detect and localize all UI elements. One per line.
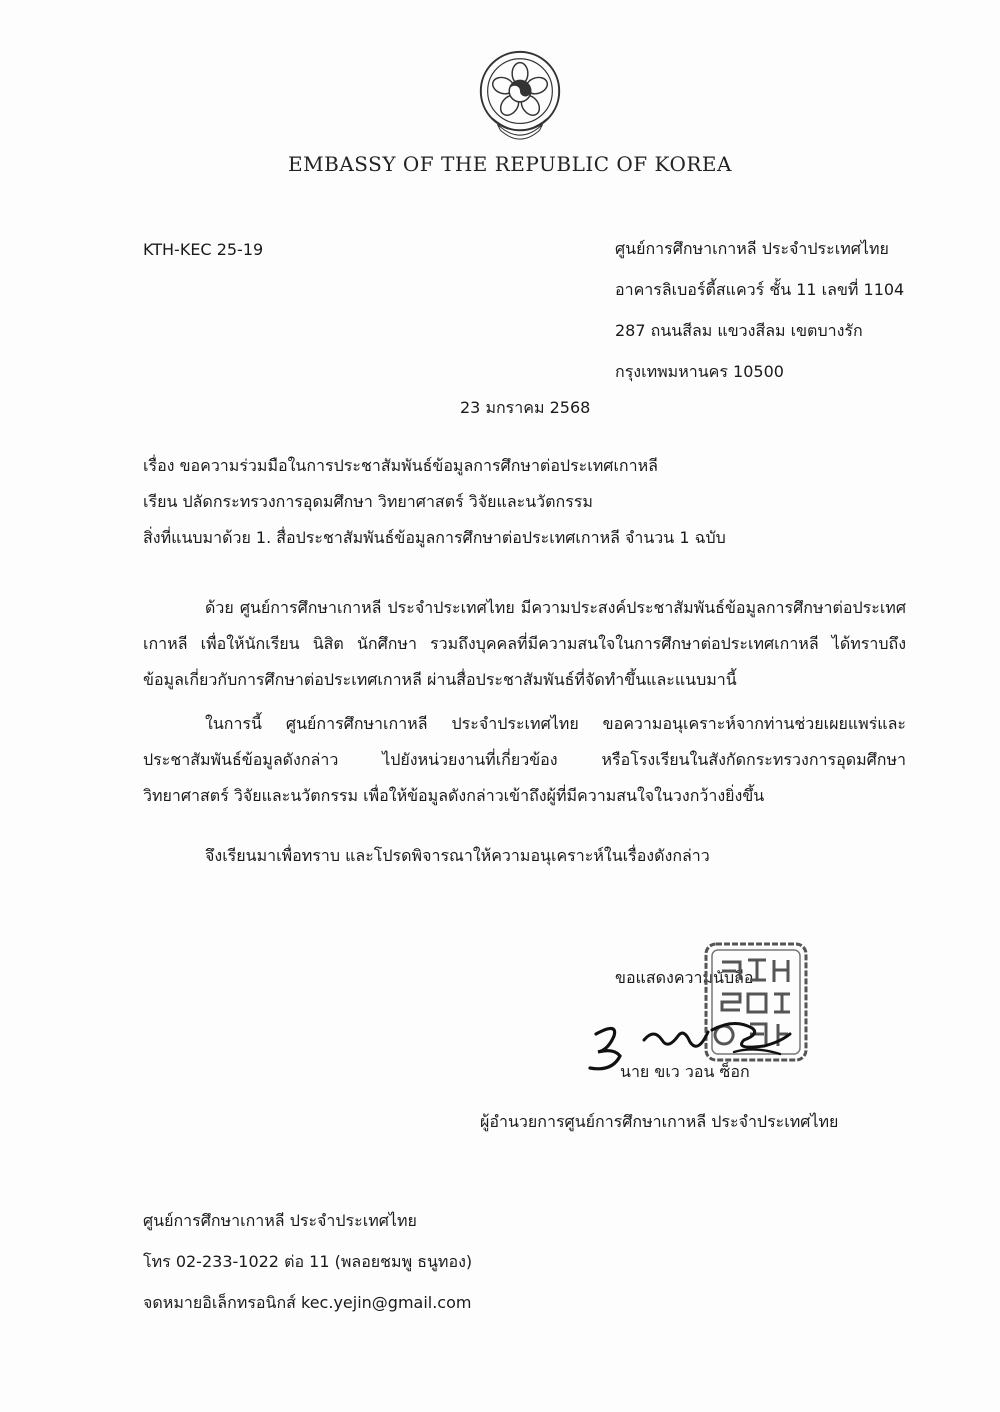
reference-number: KTH-KEC 25-19	[143, 240, 264, 259]
sender-address	[615, 228, 904, 392]
body-paragraph-2: ในการนี้ ศูนย์การศึกษาเกาหลี ประจำประเทศไทย ขอความอนุเคราะห์จากท่านช่วยเผยแพร่และประชาสัมพันธ์ข้อมูลดังกล่าว ไปยังหน่วยงานที่เกี่ยวข้อง หรือโรงเรียนในสังกัดกระทรวงการอุดมศึกษา วิทยาศาสตร์ วิจัยและนวัตกรรม เพื่อให้ข้อมูลดังกล่าวเข้าถึงผู้ที่มีความสนใจในวงกว้างยิ่งขึ้น	[143, 714, 906, 805]
address-line: อาคารลิเบอร์ตี้สแควร์ ชั้น 11 เลขที่ 1104	[615, 280, 905, 299]
korea-emblem-icon	[471, 46, 569, 144]
signature-block	[480, 960, 900, 1140]
enclosure-line: สิ่งที่แนบมาด้วย 1. สื่อประชาสัมพันธ์ข้อมูลการศึกษาต่อประเทศเกาหลี จำนวน 1 ฉบับ	[143, 528, 726, 547]
address-line: 287 ถนนสีลม แขวงสีลม เขตบางรัก	[615, 321, 863, 340]
closing-phrase: ขอแสดงความนับถือ	[615, 968, 754, 987]
letter-headers	[143, 448, 726, 556]
contact-line: จดหมายอิเล็กทรอนิกส์ kec.yejin@gmail.com	[143, 1293, 472, 1312]
contact-line: ศูนย์การศึกษาเกาหลี ประจำประเทศไทย	[143, 1211, 417, 1230]
recipient-line: เรียน ปลัดกระทรวงการอุดมศึกษา วิทยาศาสตร์ วิจัยและนวัตกรรม	[143, 492, 593, 511]
embassy-name: EMBASSY OF THE REPUBLIC OF KOREA	[288, 152, 732, 176]
contact-block	[143, 1200, 472, 1323]
body-paragraph-3: จึงเรียนมาเพื่อทราบ และโปรดพิจารณาให้ความอนุเคราะห์ในเรื่องดังกล่าว	[205, 846, 710, 865]
letter-body	[143, 590, 906, 874]
body-paragraph-1: ด้วย ศูนย์การศึกษาเกาหลี ประจำประเทศไทย มีความประสงค์ประชาสัมพันธ์ข้อมูลการศึกษาต่อประเทศเกาหลี เพื่อให้นักเรียน นิสิต นักศึกษา รวมถึงบุคคลที่มีความสนใจในการศึกษาต่อประเทศเกาหลี ได้ทราบถึงข้อมูลเกี่ยวกับการศึกษาต่อประเทศเกาหลี ผ่านสื่อประชาสัมพันธ์ที่จัดทำขึ้นและแนบมานี้	[143, 598, 906, 689]
signer-name: นาย ขเว วอน ซ็อก	[620, 1062, 750, 1081]
subject-line: เรื่อง ขอความร่วมมือในการประชาสัมพันธ์ข้อมูลการศึกษาต่อประเทศเกาหลี	[143, 456, 658, 475]
address-line: กรุงเทพมหานคร 10500	[615, 362, 784, 381]
contact-line: โทร 02-233-1022 ต่อ 11 (พลอยชมพู ธนูทอง)	[143, 1252, 473, 1271]
letter-date: 23 มกราคม 2568	[460, 398, 591, 417]
signer-title: ผู้อำนวยการศูนย์การศึกษาเกาหลี ประจำประเทศไทย	[480, 1112, 839, 1131]
address-line: ศูนย์การศึกษาเกาหลี ประจำประเทศไทย	[615, 239, 889, 258]
